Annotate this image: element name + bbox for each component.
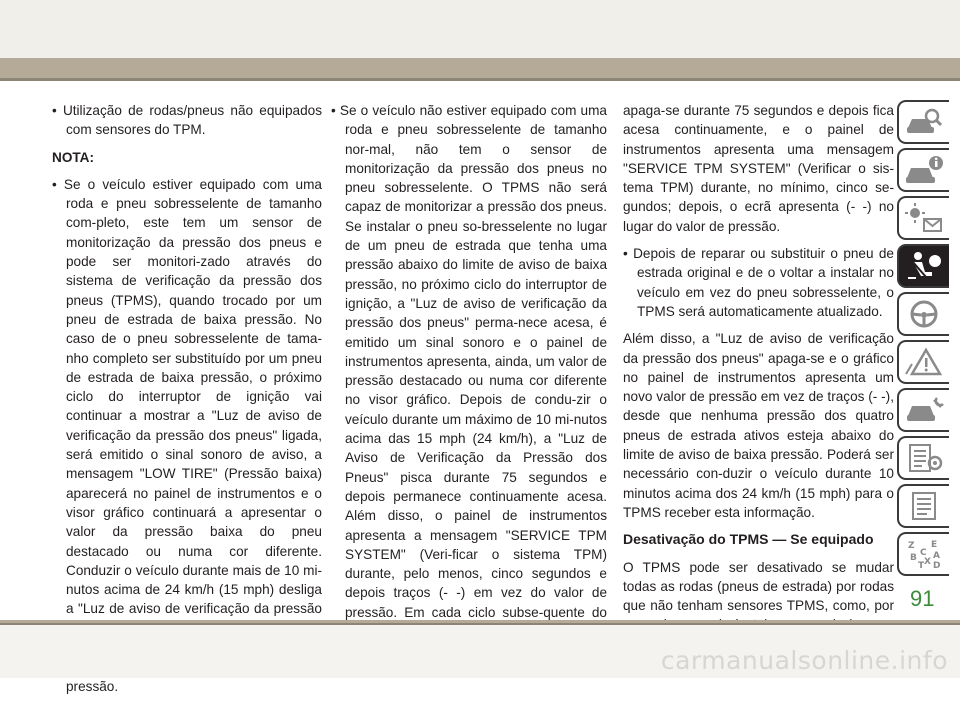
column-3 [623,101,894,662]
tab-warning-lights[interactable] [897,196,949,240]
specs-list-icon [904,442,944,474]
tab-hazard-road[interactable] [897,340,949,384]
alphabet-index-icon [904,538,944,570]
watermark: carmanualsonline.info [660,646,948,675]
car-info-icon [904,154,944,186]
svg-text:D: D [933,561,941,570]
column-1 [52,101,322,704]
header-stripe [0,58,960,78]
tab-specs-list[interactable] [897,436,949,480]
steering-wheel-icon [904,298,944,330]
svg-text:T: T [918,561,925,570]
tab-car-info[interactable] [897,148,949,192]
svg-text:X: X [924,557,931,567]
tab-car-wrench[interactable] [897,388,949,432]
tab-steering-wheel[interactable] [897,292,949,336]
car-magnifier-icon [904,106,944,138]
warning-lights-message-icon [904,202,944,234]
airbag-seatbelt-icon [904,250,944,282]
svg-text:A: A [933,551,940,561]
header-band [0,0,960,58]
paragraph-continuation: apaga-se durante 75 segundos e depois fica acesa continuamente, e o painel de instrumentos apresenta uma mensagem "SERVICE TPM SYSTEM" (Verificar o sis-tema TPM) durante, no mínimo, cinco se-gundos; depois, o ecrã apresenta (- -) no lugar do valor de pressão. [623,103,894,234]
header-stripe-dark [0,78,960,81]
tab-document-list[interactable] [897,484,949,528]
bullet-after-repair: • Depois de reparar ou substituir o pneu de estrada original e de o voltar a instalar no veículo em vez do pneu sobresselente, o TPMS será automaticamente atualizado. [623,246,894,319]
hazard-road-icon [904,346,944,378]
svg-text:C: C [920,548,927,558]
column-2 [331,101,607,688]
car-wrench-icon [904,394,944,426]
page-number: 91 [910,586,935,611]
tab-airbag-seatbelt[interactable] [897,244,949,288]
note-heading: NOTA: [52,149,95,165]
svg-text:E: E [931,540,938,550]
tab-car-magnifier[interactable] [897,100,949,144]
paragraph-light-off: Além disso, a "Luz de aviso de verificação da pressão dos pneus" apaga-se e o gráfico no painel de instrumentos apresenta um novo valor de pressão em vez de traços (- -), desde que nenhuma pressão dos quatro pneus de estrada ativos esteja abaixo do limite de aviso de baixa pressão. Poderá ser necessário con-duzir o veículo durante 10 minutos acima dos 24 km/h (15 mph) para o TPMS receber esta informação. [623,331,894,520]
tab-alphabet-index[interactable] [897,532,949,576]
footer-line-dark [0,623,960,625]
svg-text:Z: Z [908,541,915,551]
chapter-tabs [897,100,960,580]
bullet-wheels-without-sensors: • Utilização de rodas/pneus não equipados com sensores do TPM. [52,103,322,138]
document-list-icon [904,490,944,522]
section-heading-tpms-deactivation: Desativação do TPMS — Se equipado [623,531,874,548]
paragraph-tpms-deactivation: O TPMS pode ser desativado se mudar todas as rodas (pneus de estrada) por rodas que não tenham sensores TPMS, como, por [623,559,894,614]
bullet-full-size-spare: • Se o veículo estiver equipado com uma roda e pneu sobresselente de tamanho com-pleto, este tem um sensor de monitorização da pressão dos pneus e pode ser monitori-zado através do sistema de verificação da pressão dos pneus (TPMS), quando trocado por um pneu de estrada de baixa pressão. No caso de o pneu sobresselente de tama-nho completo ser substituído por um pneu de estrada de baixa pressão, o próximo ciclo do interruptor de ignição vai continuar a mostrar a "Luz de aviso de verificação da pressão dos pneus" ligada, será emitido o sinal sonoro de aviso, a mensagem "LOW TIRE" (Pressão baixa) aparecerá no painel de instrumentos e o visor gráfico continuará a apresentar o valor da pressão baixa do pneu destacado ou numa cor diferente. Conduzir o veículo durante mais de 10 mi-nutos acima de 24 km/h (15 mph) desliga a "Luz de aviso de verificação da pressão pressão. [52,176,322,694]
svg-text:B: B [910,553,917,563]
bullet-no-full-size-spare: • Se o veículo não estiver equipado com uma roda e pneu sobresselente de tamanho nor-mal, não tem o sensor de monitorização da pressão dos pneus no pneu sobresselente. O TPMS não será capaz de monitorizar a pressão dos pneus. Se instalar o pneu so-bresselente no lugar de um pneu de estrada que tenha uma pressão abaixo do limite de aviso de baixa pressão, no próximo ciclo do interruptor de ignição, a "Luz de aviso de verificação da pressão dos pneus" perma-nece acesa, é emitido um sinal sonoro e o painel de instrumentos apresenta, ainda, um valor de pressão destacado ou numa cor diferente no visor gráfico. Depois de condu-zir o veículo durante um máximo de 10 mi-nutos acima das 15 mph (24 km/h), a "Luz de Aviso de Verificação da Pressão dos Pneus" pisca durante 75 segundos e depois permanece continuamente acesa. Além disso, o painel de instrumentos apresenta a mensagem "SERVICE TPM SYSTEM" (Veri-ficar o sistema TPM) durante, pelo menos, cinco segundos e depois traços (- -) em vez do valor de pressão. Em cada ciclo subse-quente do [331,103,607,620]
